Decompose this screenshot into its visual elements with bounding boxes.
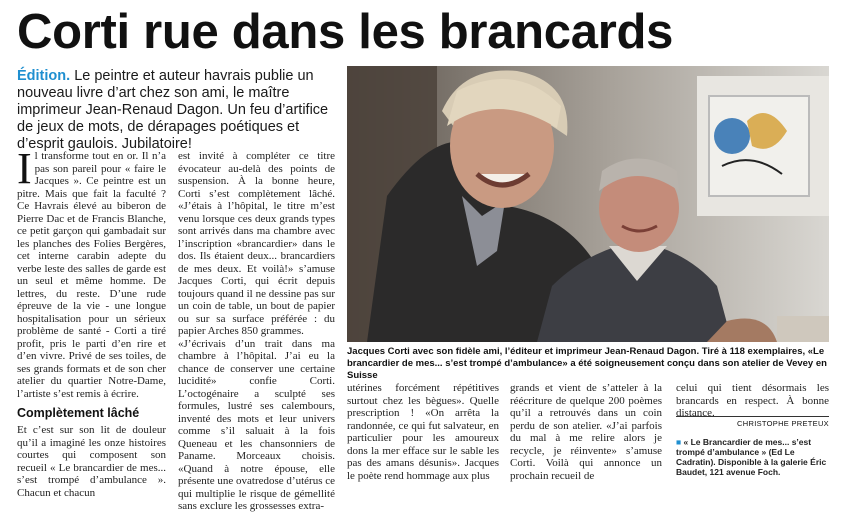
square-bullet-icon: ■	[676, 437, 682, 447]
author-credit: CHRISTOPHE PRETEUX	[676, 416, 829, 428]
headline: Corti rue dans les brancards	[17, 5, 674, 59]
subheading: Complètement lâché	[17, 406, 140, 420]
standfirst	[17, 68, 337, 153]
paragraph-7: celui qui tient désormais les brancards en respect. À bonne distance.	[676, 382, 829, 419]
info-box-text: « Le Brancardier de mes... s’est trompé d’ambulance » (Ed Le Cadratin). Disponible à la galerie Éric Baudet, 121 avenue Foch.	[676, 437, 827, 477]
photo-caption: Jacques Corti avec son fidèle ami, l’éditeur et imprimeur Jean-Renaud Dagon. Tiré à 118 exemplaires, «Le brancardier de mes... s’est trompé d’ambulance» a été soigneusement conçu dans son atelier de Vevey en Suisse	[347, 346, 827, 381]
paragraph-intro	[17, 144, 166, 400]
paragraph-3: est invité à compléter ce titre évocateur au-delà des points de suspension. À la bonne heure, Corti s’est complètement lâché. «J’étais à l’hôpital, le titre m’est venu lorsque ces deux grands types sont arrivés dans ma chambre avec l’inscription «brancardier» dans le dos. Ils étaient deux... brancardiers de mes deux. Et voilà!» s’amuse Jacques Corti, qui écrit depuis toujours quand il ne dessine pas sur un coin de table, un bout de papier ou sur sa surface préférée : du papier Arches 850 grammes.	[178, 150, 335, 337]
info-box	[676, 437, 829, 477]
paragraph-6: grands et vient de s’atteler à la réécriture de quelque 200 poèmes qu’il a retrouvés dans un coin perdu de son atelier. «J’ai parfois du mal à me relire alors je recycle, je réinvente» s’amuse Corti. Voilà qui annonce un prochain recueil de	[510, 382, 662, 482]
column-2	[178, 150, 335, 512]
column-3	[347, 382, 499, 482]
paragraph-4: «J’écrivais d’un trait dans ma chambre à l’hôpital. J’ai eu la chance de conserver une certaine lucidité» confie Corti. L’octogénaire a sculpté ses formules, lustré ses calembours, inventé des mots et leur univers comme s’il saluait à la fois Queneau et les chansonniers de Paname. Morceaux choisis. «Quand à notre épouse, elle présente une ovatredose d’utérus ce qui multiplie le risque de gémellité sans exclure les grossesses extra-	[178, 337, 335, 512]
drop-cap: I	[17, 144, 32, 193]
paragraph-5: utérines forcément répétitives surtout chez les bègues». Quelle prescription ! «On arrêta la randonnée, ce qui fut salvateur, en particulier pour les amoureux dons la mer efface sur le sable les pas des amans désunis». Jacques le poète rend hommage aux plus	[347, 382, 499, 482]
intro-text: l transforme tout en or. Il n’a pas son pareil pour « faire le Jacques ». Ce peintre est un pitre. Mais que fait la faculté ? Ce Havrais élevé au biberon de Pierre Dac et de Francis Blanche, ce petit garçon qui gambadait sur les planches des Folies Bergères, cet interne carabin adepte du verbe leste des salles de garde est un seul et même homme. De lettres, du reste. D’une rude épreuve de la vie - une longue hospitalisation pour un sérieux problème de santé - Corti a tiré profit, pris le parti d’en rire et d’en vivre. Privé de ses toiles, de ses grands formats et de son cher atelier du quartier Notre-Dame, l’artiste s’est remis à écrire.	[17, 150, 166, 400]
standfirst-text: Le peintre et auteur havrais publie un nouveau livre d’art chez son ami, le maître imprimeur Jean-Renaud Dagon. Un feu d’artifice de jeux de mots, de dérapages poétiques et d’esprit gaulois. Jubilatoire!	[17, 68, 329, 152]
column-4	[510, 382, 662, 482]
paragraph-2: Et c’est sur son lit de douleur qu’il a imaginé les onze histoires courtes qui composent son recueil « Le brancardier de mes... s’est trompé d’ambulance ». Chacun et chacun	[17, 424, 166, 499]
column-1	[17, 144, 166, 499]
section-label: Édition.	[17, 68, 71, 84]
article-photo	[347, 66, 829, 342]
